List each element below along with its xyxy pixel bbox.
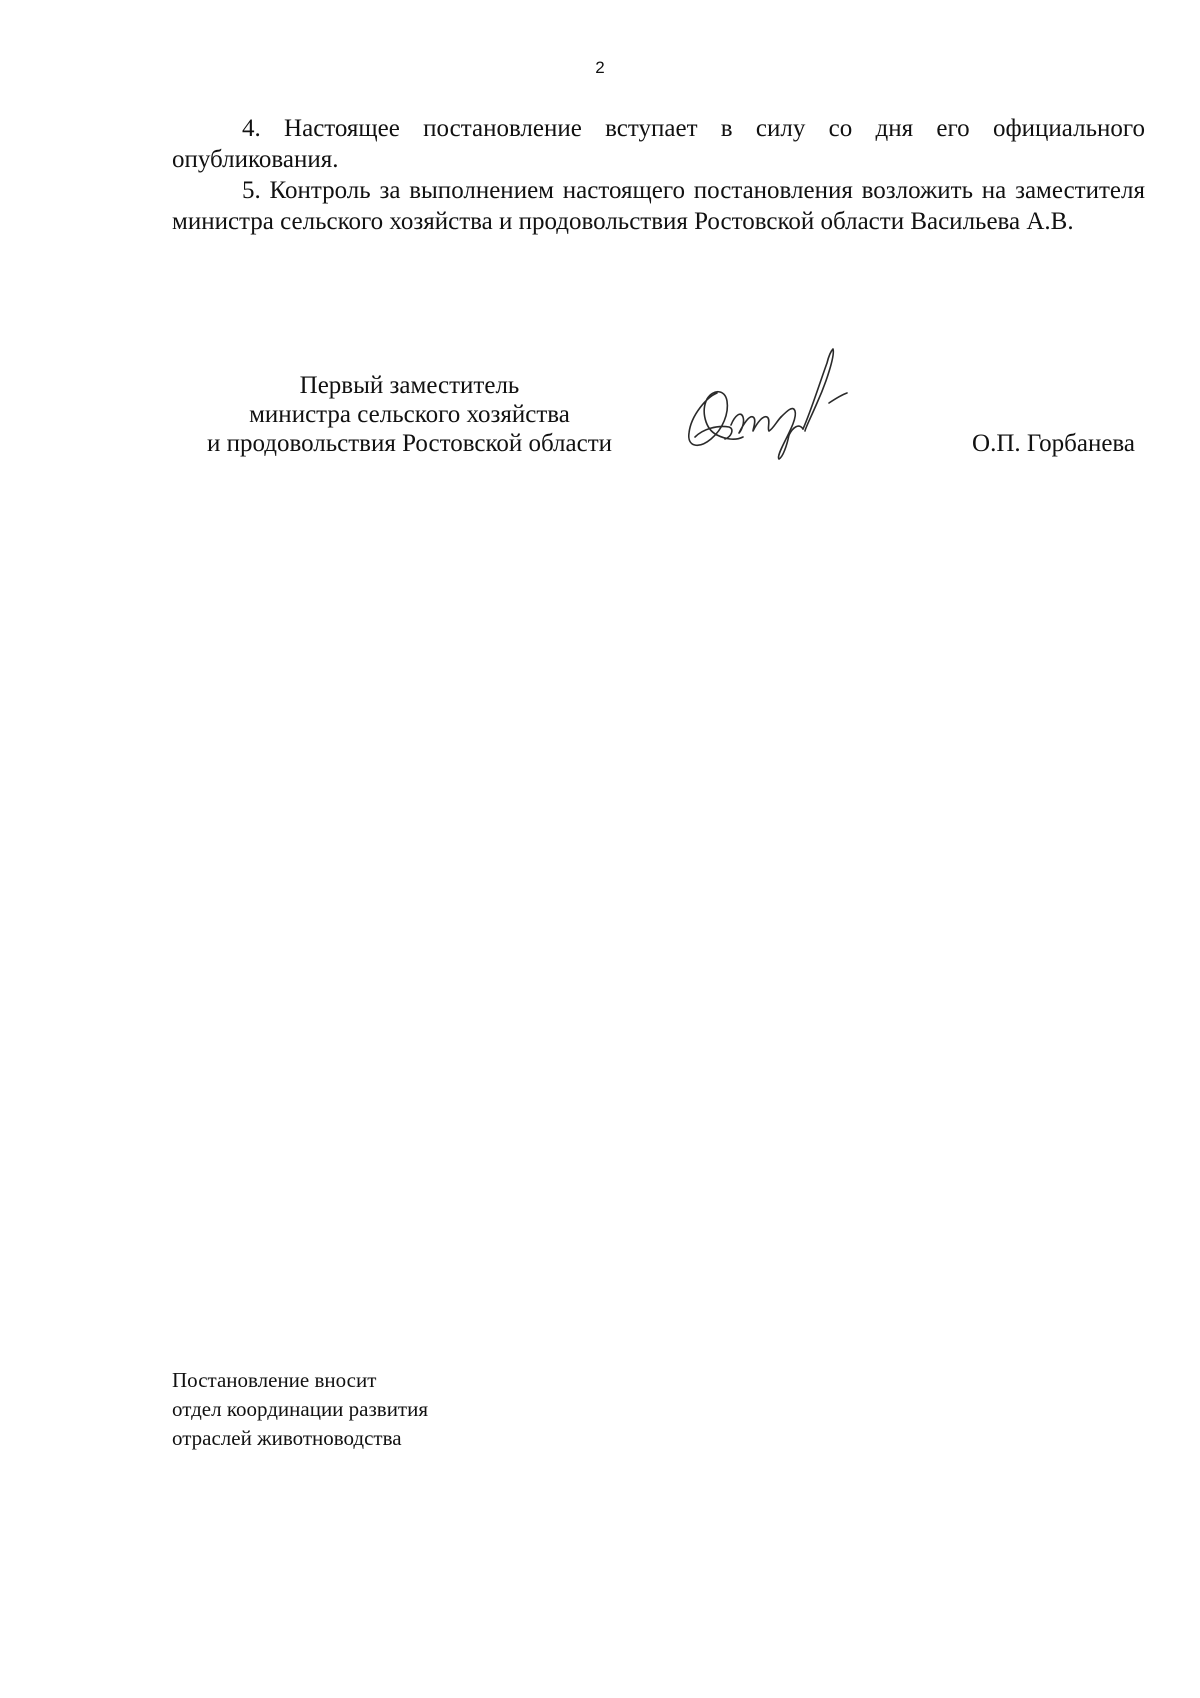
signature-block (172, 371, 1145, 481)
submitted-by-line-3: отраслей животноводства (172, 1426, 402, 1450)
signer-title-line-3: и продовольствия Ростовской области (206, 430, 613, 457)
page-number: 2 (595, 58, 605, 77)
signer-name: О.П. Горбанева (972, 430, 1135, 457)
signer-title-line-1: Первый заместитель (299, 372, 520, 399)
handwritten-signature (677, 345, 852, 465)
submitted-by-note (172, 1366, 428, 1453)
document-body (172, 113, 1145, 237)
paragraph-5: 5. Контроль за выполнением настоящего постановления возложить на заместителя министра сельского хозяйства и продовольствия Ростовской области Васильева А.В. (172, 177, 1145, 235)
submitted-by-line-2: отдел координации развития (172, 1397, 429, 1421)
paragraph-4: 4. Настоящее постановление вступает в силу со дня его официального опубликования. (172, 115, 1145, 173)
submitted-by-line-1: Постановление вносит (172, 1368, 377, 1392)
signer-title-line-2: министра сельского хозяйства (249, 401, 570, 428)
signer-title (172, 371, 647, 458)
